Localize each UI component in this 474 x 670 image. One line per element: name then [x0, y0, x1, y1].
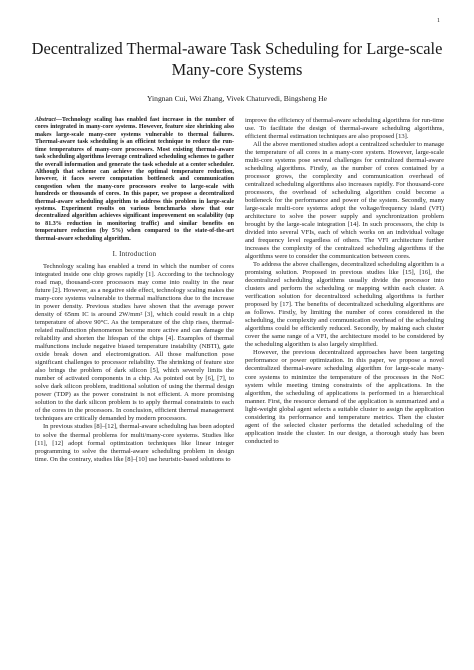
paragraph: However, the previous decentralized approaches have been targeting performance or power optimization. In this paper, we propose a novel decentralized thermal-aware scheduling algorithm for large-scale many-core systems to minimize the temperature of the processes in the NoC system while meeting timing constraints of the applications. In the algorithm, the scheduling of applications is performed in a hierarchical manner. First, the resource demand of the application is summarized and a light-weight global agent selects a suitable cluster to assign the application considering its performance and temperature metrics. Then the cluster agent of the selected cluster performs the detailed scheduling of the application inside the cluster. In our design, a thorough study has been conducted to [245, 349, 444, 445]
left-column [35, 117, 234, 464]
paragraph: Technology scaling has enabled a trend in which the number of cores integrated inside one chip grows rapidly [1]. According to the technology road map, thousand-core processors may come into reality in the near future [2]. However, as a negative side effect, technology scaling makes the many-core systems vulnerable to thermal malfunctions due to the increase in power density. Previous studies have shown that the average power density of 65nm IC is around 2W/mm² [3], which could result in a chip temperature of above 90°C. As the temperature of the chip rises, thermal-related malfunction phenomenon become more active and can damage the reliability and shorten the lifespan of the chips [4]. Examples of thermal malfunctions include negative biased temperature instability (NBTI), gate oxide break down and electromigration. All those malfunction pose significant challenges to processor reliability. The shrinking of feature size also brings the problem of dark silicon [5], which severely limits the number of activated components in a chip. As pointed out by [6], [7], to solve dark silicon problem, traditional solution of using the thermal design power (TDP) as the power constraint is not efficient. A more promising solution to the dark silicon problem is to apply thermal constraints to each of the cores in the processors. In conclusion, efficient thermal management techniques are critically demanded by modern processors. [35, 263, 234, 423]
page-number: 1 [437, 18, 440, 24]
paragraph: improve the efficiency of thermal-aware scheduling algorithms for run-time use. To facilitate the design of thermal-aware scheduling algorithms, efficient thermal estimation techniques are also proposed [13]. [245, 117, 444, 141]
abstract [35, 117, 234, 243]
abstract-lead: Abstract [35, 117, 56, 123]
right-column [245, 117, 444, 446]
paragraph: In previous studies [8]–[12], thermal-aware scheduling has been adopted to solve the thermal problems for multi/many-core systems. Studies like [11], [12] adopt formal optimization techniques like linear integer programming to solve the thermal-aware scheduling problem in design time. On the contrary, studies like [8]–[10] use heuristic-based solutions to [35, 423, 234, 463]
section-heading-introduction: I. Introduction [112, 251, 157, 259]
paper-title: Decentralized Thermal-aware Task Scheduling for Large-scale Many-core Systems [31, 39, 443, 79]
paragraph: All the above mentioned studies adopt a centralized scheduler to manage the temperature of all cores in a many-core system. However, large-scale multi-core systems pose several challenges for centralized thermal-aware scheduling algorithms. Firstly, as the number of cores contained by a processor grows, the complexity and communication overhead of centralized scheduling algorithms also increases rapidly. For thousand-core processors, the overhead of scheduling algorithm could become a bottleneck for the performance and power of the system. Secondly, many large-scale multi-core systems adopt the voltage/frequency island (VFI) architecture to solve the power supply and synchronization problem brought by the large-scale integration [14]. In such processors, the chip is divided into several VFIs, each of which works on an individual voltage and frequency level regardless of others. The VFI architecture further increases the complexity of the centralized scheduling algorithms if the algorithms were to consider the communication between cores. [245, 141, 444, 261]
abstract-body: —Technology scaling has enabled fast increase in the number of cores integrated in many-core systems. However, feature size shrinking also makes large-scale many-core systems vulnerable to thermal failures. Thermal-aware task scheduling is an efficient technique to reduce the run-time temperatures of many-core processors. Most existing thermal-aware task scheduling algorithms leverage centralized scheduling schemes to gather the overall information and generate the task schedule at a center scheduler. Although that scheme can achieve the optimal temperature reduction, however, it faces severe computation bottleneck and communication congestion when the many-core processors evolve to large-scale with hundreds or thousands of cores. In this paper, we propose a decentralized thermal-aware scheduling algorithm to address this problem in large-scale systems. Experiment results on various benchmarks show that our decentralized algorithm achieves significant improvement on scalability (up to 81.3% reduction in monitoring traffic) and similar benefits on temperature reduction (by 5%) when compared to the state-of-the-art thermal-aware scheduling algorithm. [35, 117, 234, 242]
author-list: Yingnan Cui, Wei Zhang, Vivek Chaturvedi, Bingsheng He [146, 94, 328, 103]
paragraph: To address the above challenges, decentralized scheduling algorithm is a promising solution. Proposed in previous studies like [15], [16], the decentralized scheduling algorithms usually divide the processor into clusters and perform the scheduling or mapping within each cluster. A verification solution for decentralized scheduling algorithms is further proposed by [17]. The benefits of decentralized scheduling algorithms are as follows. Firstly, by limiting the number of cores considered in the scheduling, the complexity and communication overhead of the scheduling algorithms could be efficiently reduced. Secondly, by making each cluster cover the same range of a VFI, the architecture model to be considered by the scheduling algorithm is also largely simplified. [245, 261, 444, 349]
